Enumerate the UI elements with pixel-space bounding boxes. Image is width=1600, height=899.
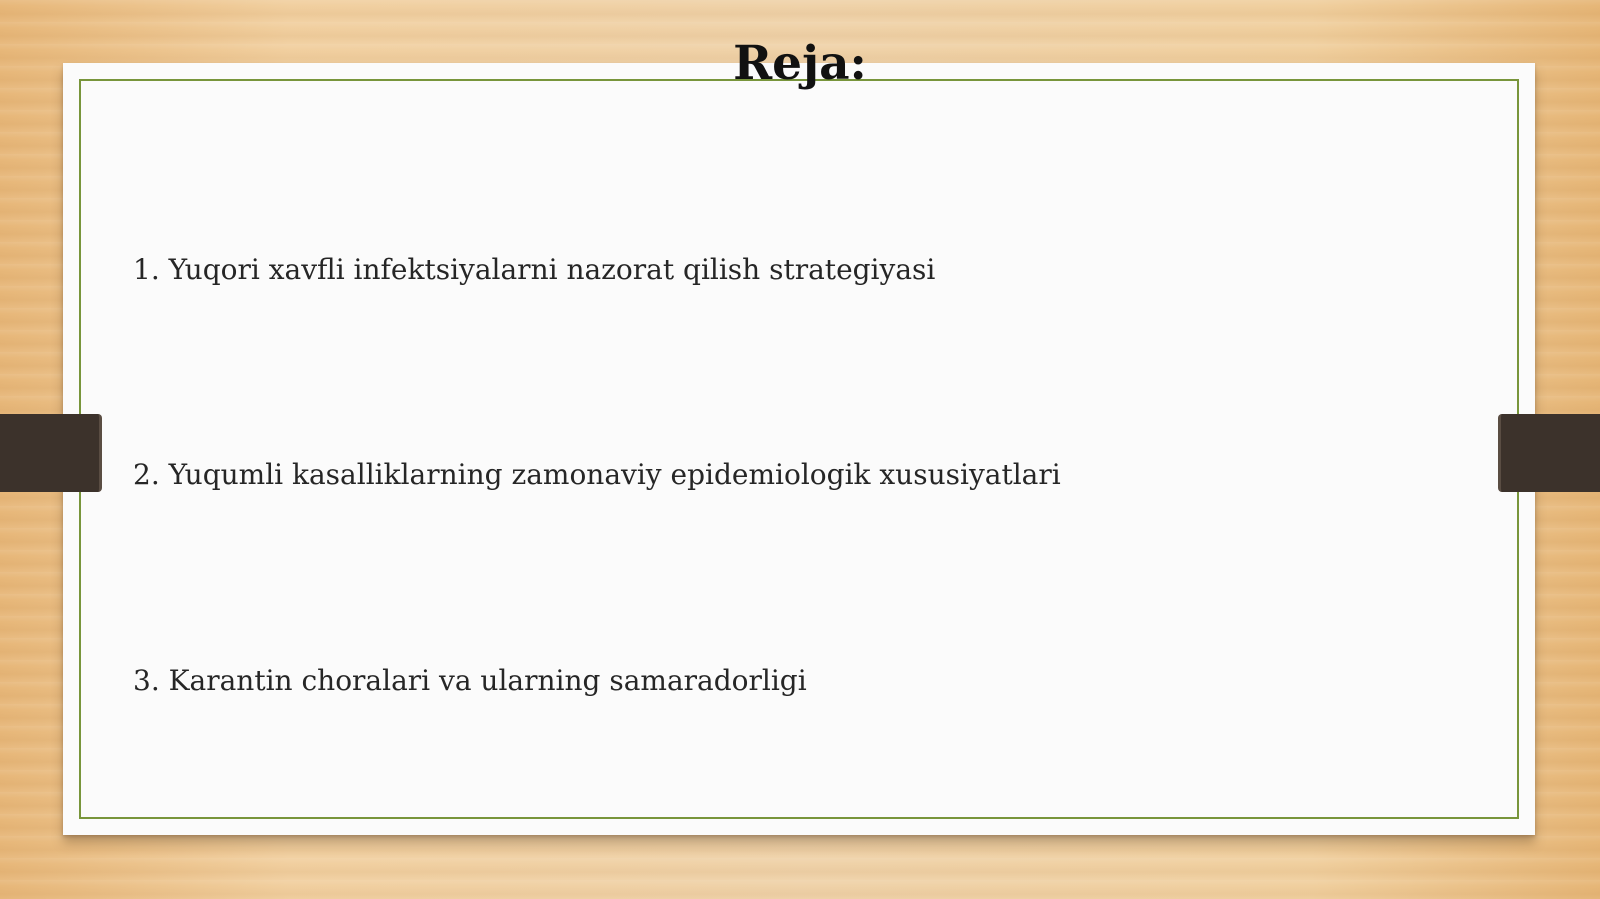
slide-title: Reja: [733, 36, 867, 91]
left-decorative-tab [0, 414, 102, 492]
right-decorative-tab [1498, 414, 1600, 492]
agenda-item-2: 2. Yuqumli kasalliklarning zamonaviy epidemiologik xususiyatlari [133, 458, 1061, 491]
agenda-item-3: 3. Karantin choralari va ularning samaradorligi [133, 664, 807, 697]
slide-card [63, 63, 1535, 835]
slide-border-frame [79, 79, 1519, 819]
agenda-item-1: 1. Yuqori xavfli infektsiyalarni nazorat qilish strategiyasi [133, 253, 936, 286]
